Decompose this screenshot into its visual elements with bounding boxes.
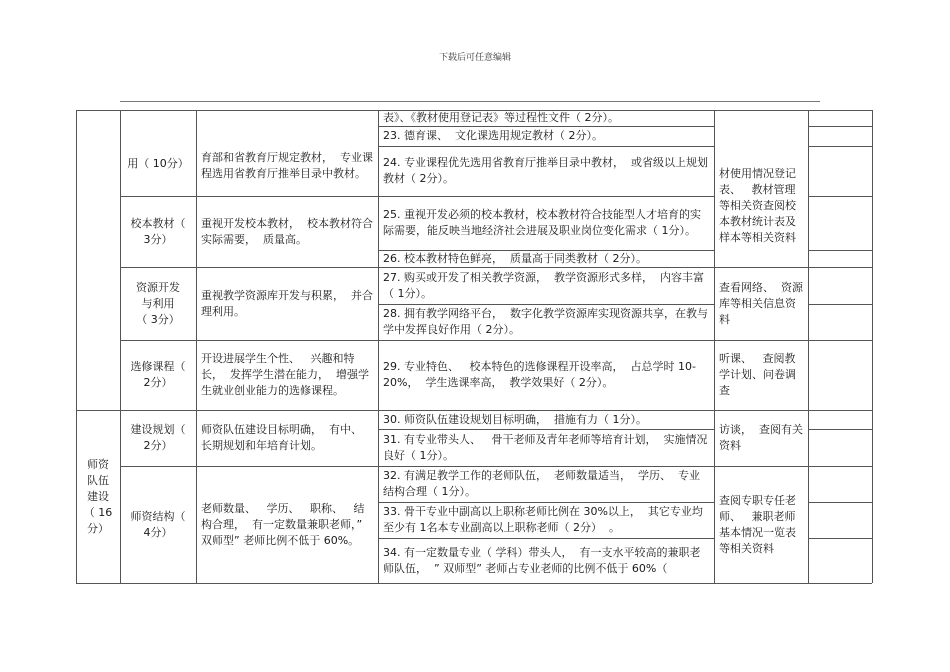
item-use: 用（ 10分）	[127, 157, 189, 170]
content-row-31: 31. 有专业带头人、 骨干老师及青年老师等培育计划， 实施情况良好（ 1分）。	[383, 432, 708, 462]
content-row-22: 表》、《教材使用登记表》等过程性文件（ 2分）。	[383, 111, 619, 124]
rule	[808, 429, 872, 430]
content-row-34: 34. 有一定数量专业（ 学科）带头人， 有一支水平较高的兼职老师队伍， ” 双师型” 老师占专业老师的比例不低于 60%（	[383, 545, 701, 575]
rule	[808, 250, 872, 251]
method-structure: 查阅专职专任老师、 兼职老师基本情况一览表等相关资料	[719, 493, 796, 555]
standard-elective: 开设进展学生个性、 兴趣和特长， 发挥学生潜在能力， 增强学生就业创业能力的选修课程。	[201, 352, 369, 397]
content-row-27: 27. 购买或开发了相关教学资源， 教学资源形式多样， 内容丰富（ 1分）。	[383, 270, 704, 300]
method-plan: 访谈， 查阅有关资料	[719, 423, 803, 452]
content-row-26: 26. 校本教材特色鲜亮， 质量高于同类教材（ 2分）。	[383, 251, 647, 265]
content-row-24: 24. 专业课程优先选用省教育厅推举目录中教材， 或省级以上规划教材（ 2分）。	[383, 156, 708, 185]
rule	[808, 502, 872, 503]
item-school-textbook: 校本教材（ 3分）	[130, 216, 186, 246]
rule	[76, 583, 872, 584]
standard-resource: 重视教学资源库开发与积累， 并合理利用。	[201, 288, 373, 318]
item-plan: 建设规划（ 2分）	[130, 423, 186, 452]
method-elective: 听课、 查阅教学计划、问卷调查	[719, 352, 796, 397]
rule	[872, 110, 873, 583]
item-elective: 选修课程（ 2分）	[130, 360, 186, 389]
rule	[808, 304, 872, 305]
content-row-25: 25. 重视开发必须的校本教材，校本教材符合技能型人才培育的实际需要，能反映当地经济社会进展及职业岗位变化需求（ 1分）。	[383, 208, 701, 237]
rule	[808, 126, 872, 127]
item-resource: 资源开发 与利用 （ 3分）	[136, 280, 180, 326]
item-structure: 师资结构（ 4分）	[130, 509, 186, 539]
header-note: 下载后可任意编辑	[438, 53, 511, 63]
rule	[808, 110, 809, 583]
standard-structure: 老师数量、 学历、 职称、 结构合理， 有一定数量兼职老师，” 双师型” 老师比例不低于 60%。	[201, 501, 366, 547]
standard-use: 育部和省教育厅规定教材， 专业课程选用省教育厅推举目录中教材。	[201, 151, 373, 180]
rule	[808, 538, 872, 539]
content-row-33: 33. 骨干专业中副高以上职称老师比例在 30%以上， 其它专业均至少有 1名本专业副高以上职称老师（ 2分） 。	[383, 505, 703, 534]
content-row-28: 28. 拥有教学网络平台， 数字化教学资源库实现资源共享，在教与学中发挥良好作用（ 2分）。	[383, 307, 708, 336]
method-resource: 查看网络、 资源库等相关信息资料	[719, 280, 803, 326]
standard-school-textbook: 重视开发校本教材， 校本教材符合实际需要， 质量高。	[201, 216, 373, 246]
rule	[808, 146, 872, 147]
content-row-23: 23. 德育课、 文化课选用规定教材（ 2分）。	[383, 129, 603, 142]
method-textbook: 材使用情况登记表、 教材管理等相关资查阅校本教材统计表及样本等相关资料	[719, 167, 796, 244]
rule	[808, 196, 872, 197]
content-row-29: 29. 专业特色、 校本特色的选修课程开设率高， 占总学时 10-20%， 学生选课率高， 教学效果好（ 2分）。	[383, 360, 696, 389]
content-row-32: 32. 有满足教学工作的老师队伍， 老师数量适当， 学历、 专业结构合理（ 1分）。	[383, 469, 700, 498]
standard-plan: 师资队伍建设目标明确， 有中、 长期规划和年培育计划。	[201, 423, 373, 452]
category-teachers: 师资 队伍 建设 （ 16 分）	[83, 457, 113, 535]
content-row-30: 30. 师资队伍建设规划目标明确， 措施有力（ 1分）。	[383, 412, 647, 426]
